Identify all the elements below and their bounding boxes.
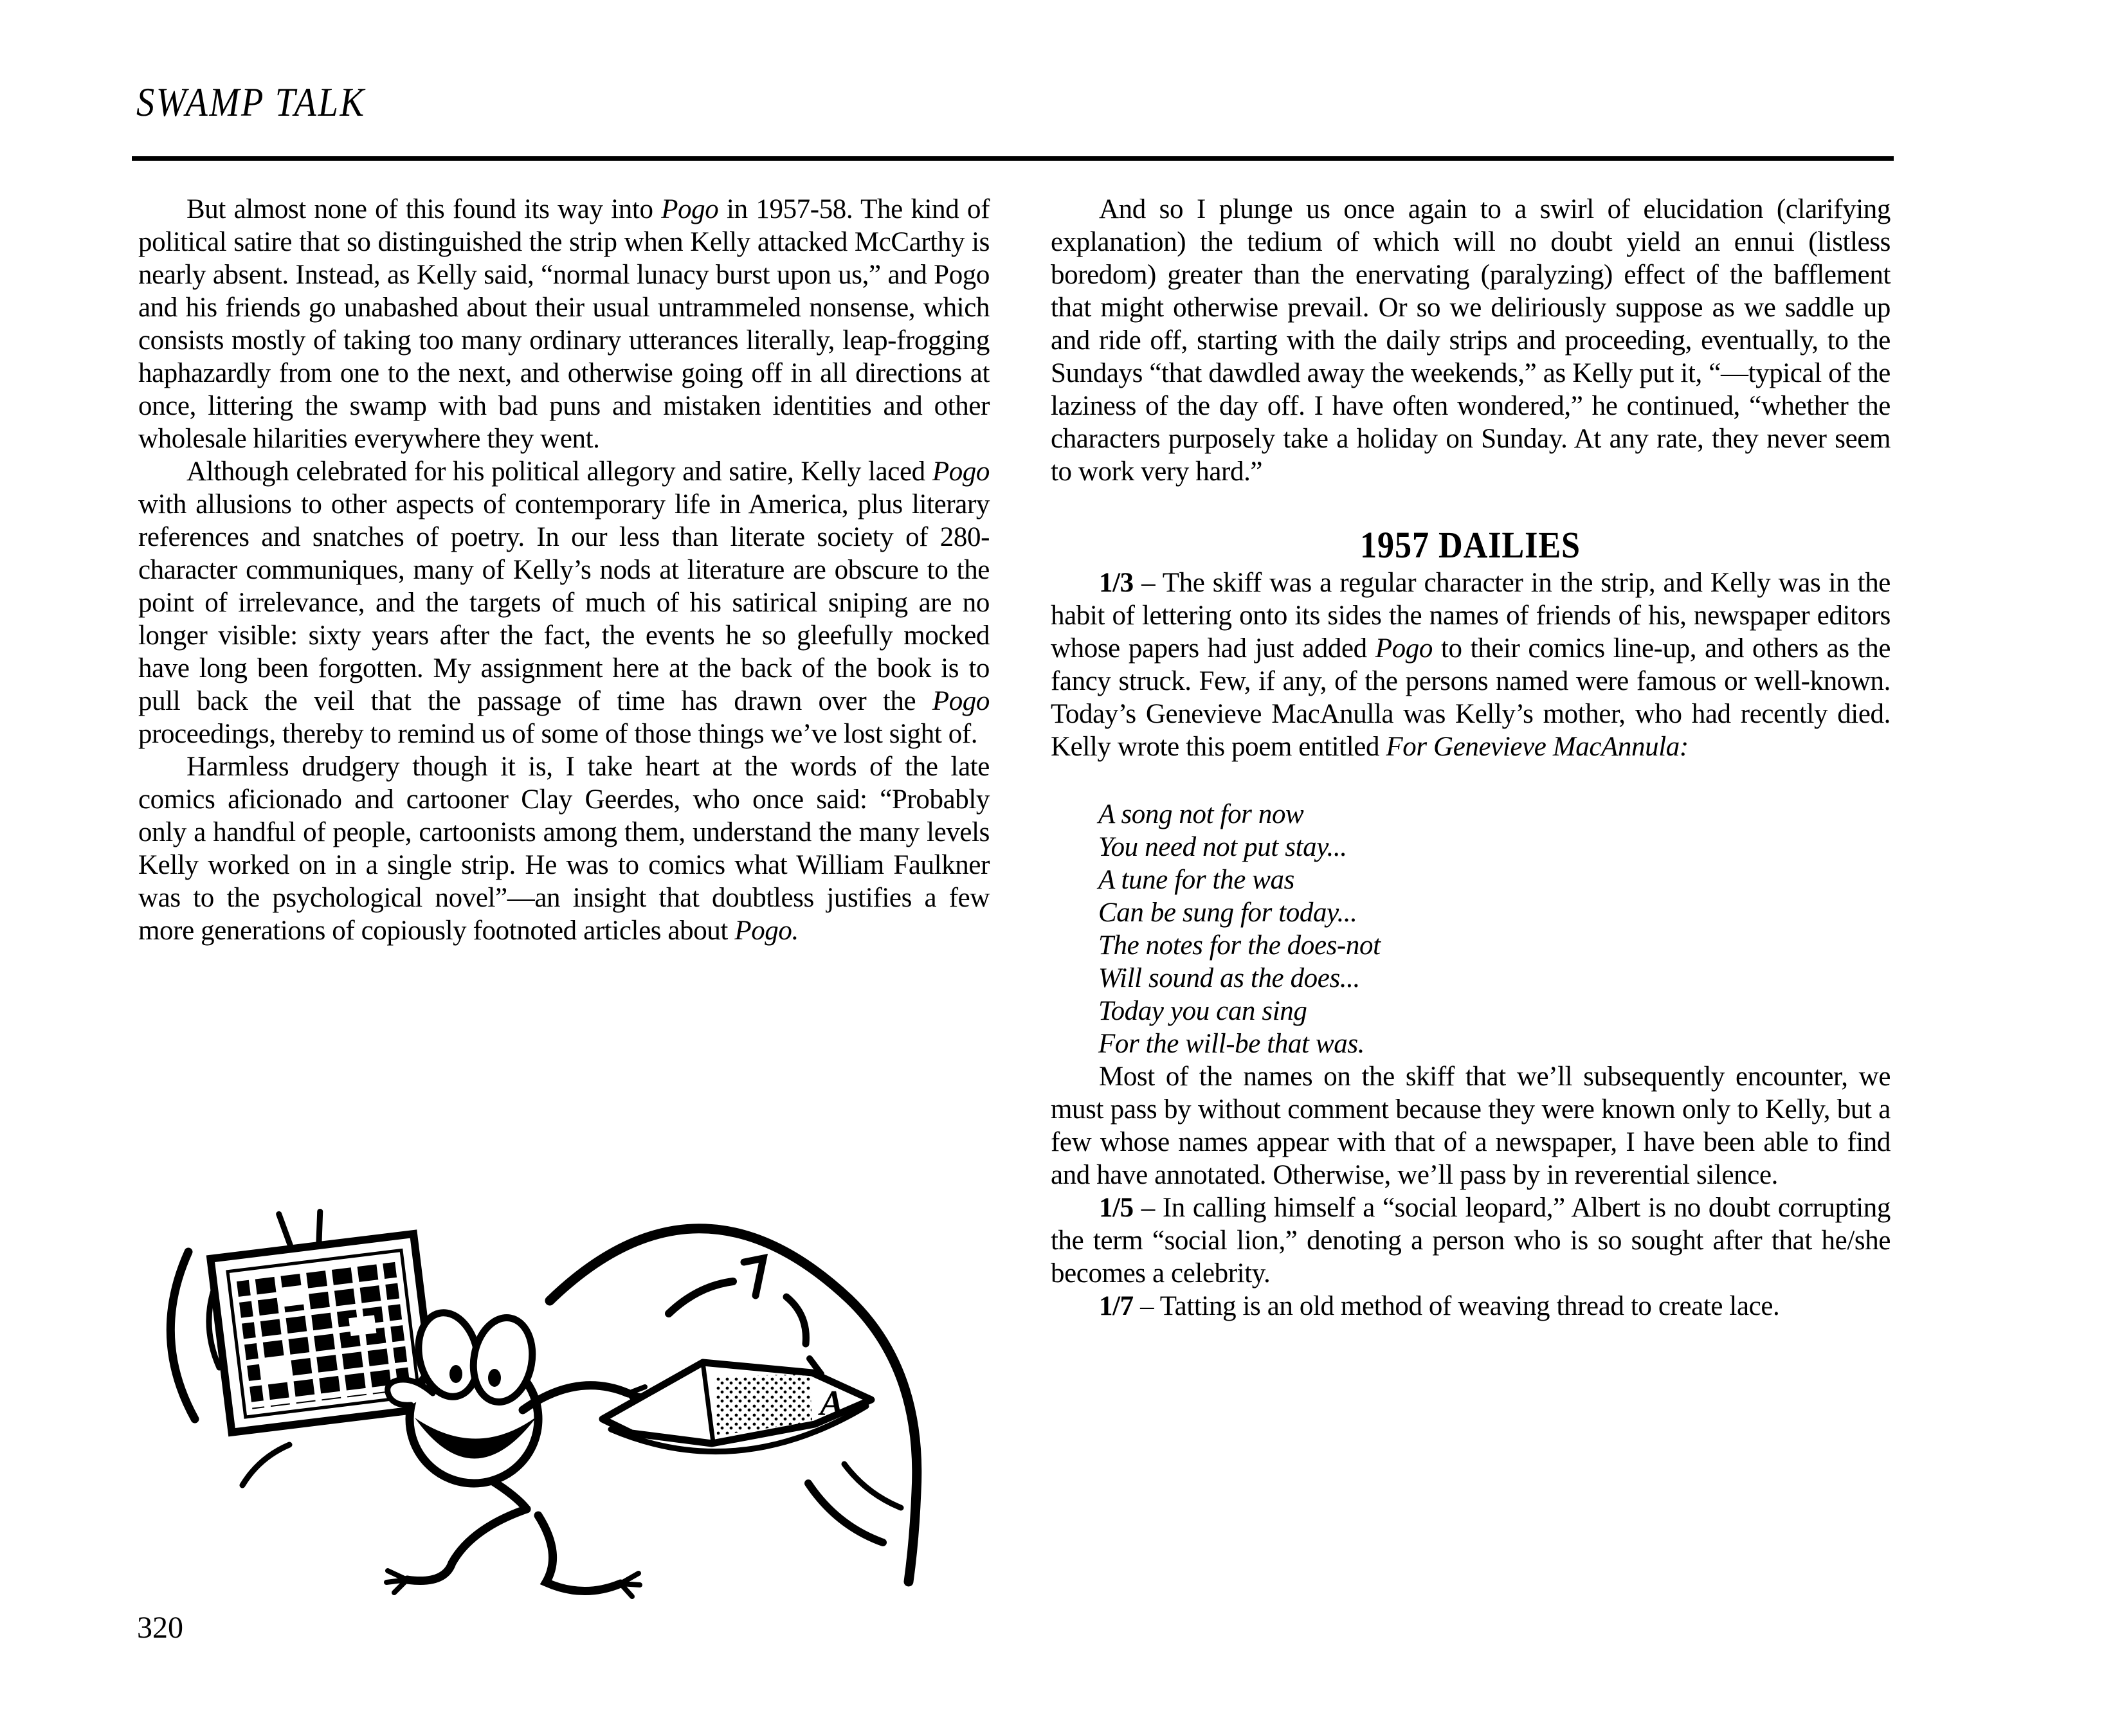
pogo-title-italic: Pogo. bbox=[734, 916, 799, 946]
page-title-text: SWAMP TALK bbox=[136, 79, 366, 125]
entry-date-label: 1/7 bbox=[1099, 1291, 1134, 1321]
poem-line: The notes for the does-not bbox=[1098, 930, 1381, 961]
poem-line: Will sound as the does... bbox=[1098, 963, 1360, 993]
motion-dash bbox=[844, 1464, 901, 1508]
dated-entry bbox=[1051, 566, 1891, 763]
paragraph bbox=[1051, 193, 1891, 488]
text-run: Most of the names on the skiff that we’ll subsequently encounter, we must pass by without comment because they were known only to Kelly, but a few whose names appear with that of a newspaper, I have been able to find and have annotated. Otherwise, we’ll pass by in reverential silence. bbox=[1051, 1062, 1891, 1190]
dated-entry bbox=[1051, 1191, 1891, 1290]
pogo-frog-cartoon-illustration bbox=[158, 1206, 945, 1601]
right-column bbox=[1051, 193, 1891, 1323]
text-run: Although celebrated for his political allegory and satire, Kelly laced bbox=[186, 457, 932, 487]
poem-line: You need not put stay... bbox=[1098, 832, 1347, 862]
text-run: And so I plunge us once again to a swirl of elucidation (clarifying explanation) the tedium of which will no doubt yield an ennui (listless boredom) greater than the enervating (paralyzing) effect of the bafflement that might otherwise prevail. Or so we deliriously suppose as we saddle up and ride off, starting with the daily strips and proceeding, eventually, to the Sundays “that dawdled away the weekends,” as Kelly put it, “—typical of the laziness of the day off. I have often wondered,” he continued, “whether the characters purposely take a holiday on Sunday. At any rate, they never seem to work very hard.” bbox=[1051, 194, 1891, 487]
page-number: 320 bbox=[137, 1611, 183, 1645]
entry-date-label: 1/3 bbox=[1099, 568, 1134, 598]
paragraph bbox=[138, 455, 990, 750]
frog-leg bbox=[407, 1509, 527, 1581]
page-title bbox=[136, 78, 397, 126]
paragraph bbox=[138, 750, 990, 947]
frog-foot bbox=[621, 1573, 640, 1596]
poem-title-italic: For Genevieve MacAnnula: bbox=[1386, 732, 1689, 762]
poem-line: A song not for now bbox=[1098, 799, 1304, 829]
text-run: in 1957-58. The kind of political satire that so distinguished the strip when Kelly attacked McCarthy is nearly absent. Instead, as Kelly said, “normal lunacy burst upon us,” and Pogo and his friends go unabashed about their usual untrammeled nonsense, which consists mostly of taking too many ordinary utterances literally, leap-frogging haphazardly from one to the next, and otherwise going off in all directions at once, littering the swamp with bad puns and mistaken identities and other wholesale hilarities everywhere they went. bbox=[138, 194, 990, 454]
paragraph bbox=[1051, 1060, 1891, 1191]
left-column bbox=[138, 193, 990, 947]
section-heading bbox=[1051, 524, 1891, 566]
pogo-title-italic: Pogo bbox=[932, 686, 990, 716]
motion-dash bbox=[786, 1297, 806, 1344]
dated-entry bbox=[1051, 1290, 1891, 1323]
paragraph bbox=[138, 193, 990, 455]
text-run: – The skiff was a regular character in the strip, and Kelly was in the habit of lettering onto its sides the names of friends of his, newspaper editors whose papers had just added bbox=[1051, 568, 1891, 664]
text-run: – In calling himself a “social leopard,” Albert is no doubt corrupting the term “social lion,” denoting a person who is so sought after that he/she becomes a celebrity. bbox=[1051, 1193, 1891, 1288]
motion-dash bbox=[744, 1258, 763, 1296]
text-run: Harmless drudgery though it is, I take heart at the words of the late comics aficionado and cartooner Clay Geerdes, who once said: “Probably only a handful of people, cartoonists among them, understand the many levels Kelly worked on in a single strip. He was to comics what William Faulkner was to the psychological novel”—an insight that doubtless justifies a few more generations of copiously footnoted articles about bbox=[138, 752, 990, 946]
poem-line: Today you can sing bbox=[1098, 996, 1307, 1026]
text-run: proceedings, thereby to remind us of some of those things we’ve lost sight of. bbox=[138, 719, 978, 749]
frog-character bbox=[386, 1307, 646, 1596]
text-run: with allusions to other aspects of contemporary life in America, plus literary references and snatches of poetry. In our less than literate society of 280-character communiques, many of Kelly’s nods at literature are obscure to the point of irrelevance, and the targets of much of his satirical sniping are no longer visible: sixty years after the fact, the events he so gleefully mocked have long been forgotten. My assignment here at the back of the book is to pull back the veil that the passage of time has drawn over the bbox=[138, 489, 990, 716]
frog-leg bbox=[538, 1515, 621, 1591]
poem-line: Can be sung for today... bbox=[1098, 898, 1357, 928]
motion-arc bbox=[170, 1252, 195, 1419]
poem-block bbox=[1098, 798, 1891, 1060]
frog-foot bbox=[386, 1571, 407, 1593]
motion-dash bbox=[669, 1281, 733, 1314]
pogo-title-italic: Pogo bbox=[1375, 633, 1433, 664]
poem-line: For the will-be that was. bbox=[1098, 1029, 1365, 1059]
poem-line: A tune for the was bbox=[1098, 865, 1294, 895]
text-run: – Tatting is an old method of weaving thread to create lace. bbox=[1133, 1291, 1780, 1321]
entry-date-label: 1/5 bbox=[1099, 1193, 1134, 1223]
pogo-title-italic: Pogo bbox=[661, 194, 719, 224]
pogo-title-italic: Pogo bbox=[932, 457, 990, 487]
motion-dash bbox=[242, 1445, 289, 1485]
skiff-letter: A bbox=[820, 1384, 844, 1424]
text-run: But almost none of this found its way into bbox=[186, 194, 662, 224]
header-rule bbox=[132, 156, 1894, 161]
text-run: to their comics line-up, and others as the fancy struck. Few, if any, of the persons named were famous or well-known. Today’s Genevieve MacAnulla was Kelly’s mother, who had recently died. Kelly wrote this poem entitled bbox=[1051, 633, 1891, 762]
section-heading-text: 1957 DAILIES bbox=[1360, 524, 1581, 566]
paper-skiff-icon bbox=[603, 1362, 871, 1452]
